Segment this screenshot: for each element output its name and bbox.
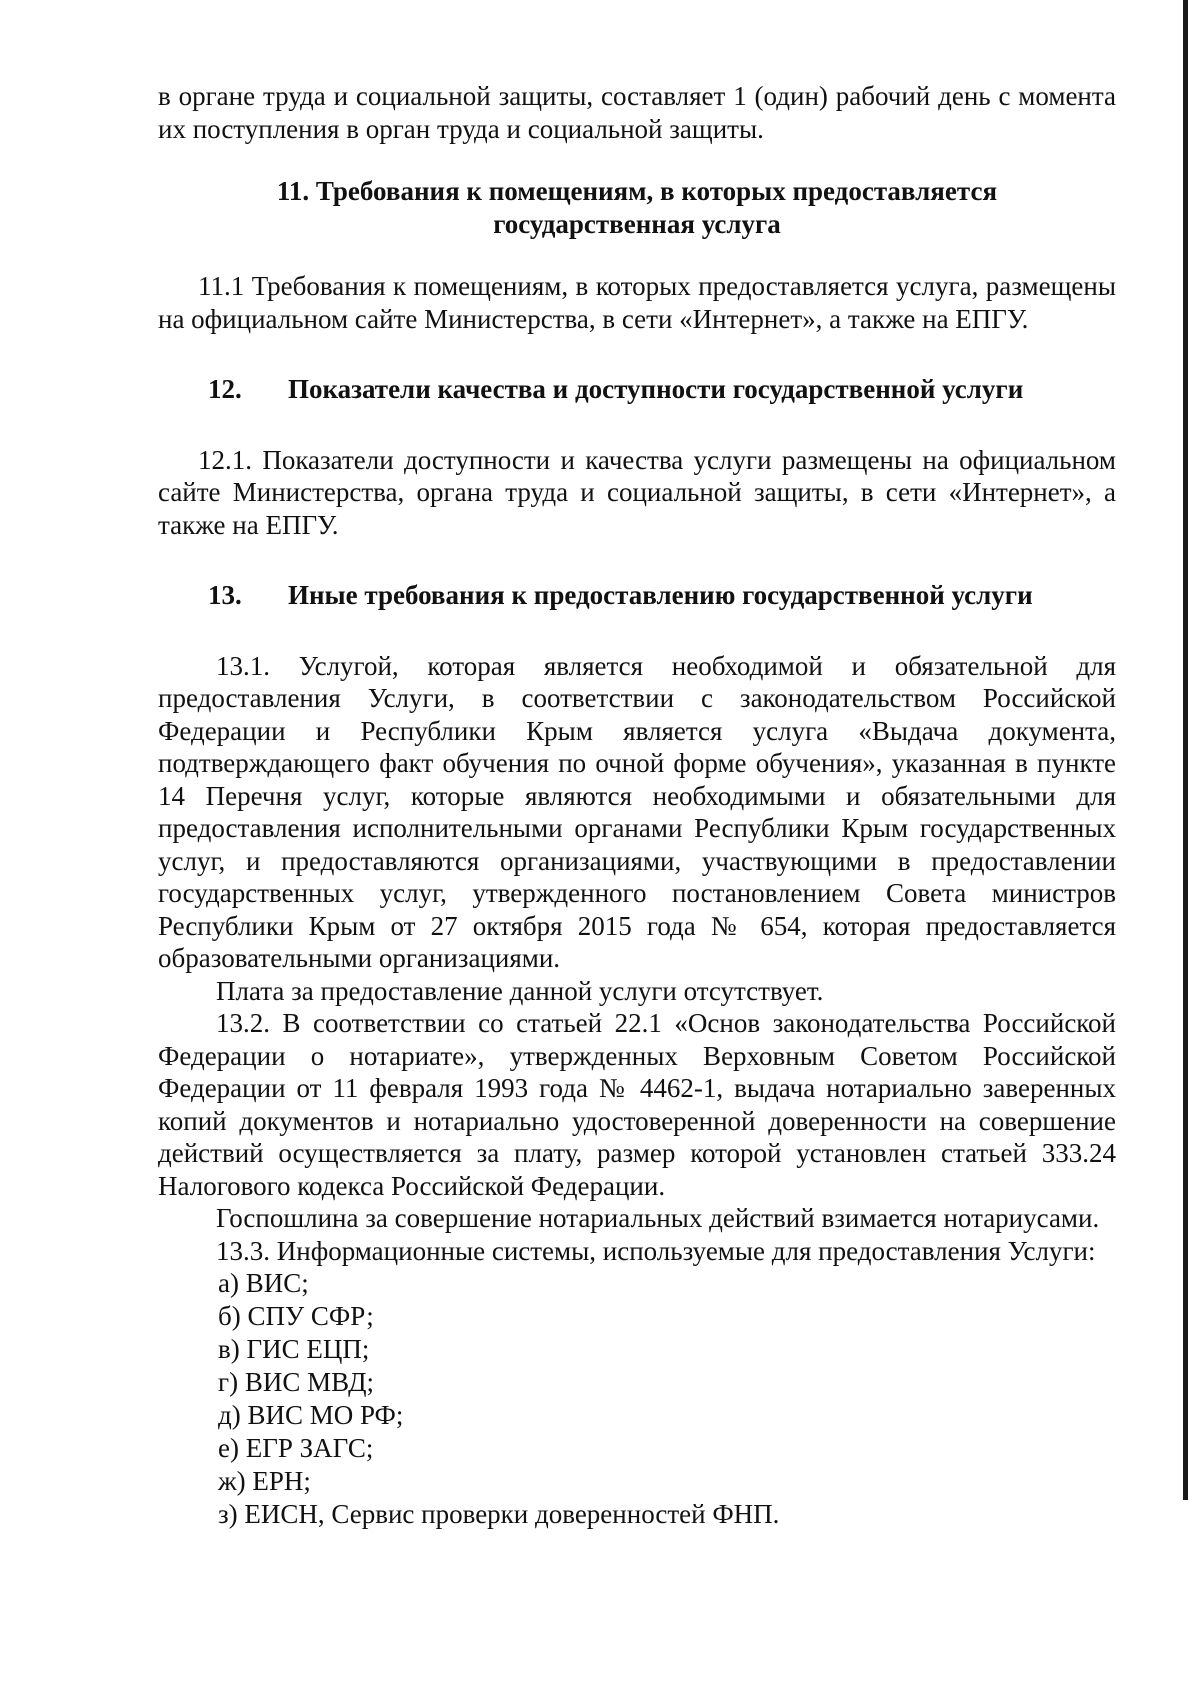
document-page bbox=[158, 80, 1116, 1531]
list-item: з) ЕИСН, Сервис проверки доверенностей ФНП. bbox=[218, 1499, 780, 1529]
section-13-title: Иные требования к предоставлению государственной услуги bbox=[288, 580, 1033, 610]
section-13-paragraph-5: 13.3. Информационные системы, используемые для предоставления Услуги: bbox=[216, 1235, 1096, 1266]
section-13-paragraph-2: Плата за предоставление данной услуги отсутствует. bbox=[216, 975, 824, 1006]
list-item: б) СПУ СФР; bbox=[218, 1301, 374, 1331]
intro-paragraph: в органе труда и социальной защиты, составляет 1 (один) рабочий день с момента их поступления в орган труда и социальной защиты. bbox=[158, 81, 1116, 144]
section-13-number: 13. bbox=[208, 580, 242, 610]
list-item: ж) ЕРН; bbox=[218, 1466, 311, 1496]
scan-edge-line bbox=[1183, 0, 1188, 1500]
section-11-title-line-2: государственная услуга bbox=[493, 208, 781, 239]
section-13-paragraph-3: 13.2. В соответствии со статьей 22.1 «Основ законодательства Российской Федерации о нотариате», утвержденных Верховным Советом Российской Федерации от 11 февраля 1993 года № 4462-1, выдача нотариально заверенных копий документов и нотариально удостоверенной доверенности на совершение действий осуществляется за плату, размер которой установлен статьей 333.24 Налогового кодекса Российской Федерации. bbox=[158, 1008, 1116, 1201]
section-12-number: 12. bbox=[208, 374, 242, 404]
section-13-paragraph-1: 13.1. Услугой, которая является необходимой и обязательной для предоставления Услуги, в соответствии с законодательством Российской Федерации и Республики Крым является услуга «Выдача документа, подтверждающего факт обучения по очной форме обучения», указанная в пункте 14 Перечня услуг, которые являются необходимыми и обязательными для предоставления исполнительными органами Республики Крым государственных услуг, и предоставляются организациями, участвующими в предоставлении государственных услуг, утвержденного постановлением Совета министров Республики Крым от 27 октября 2015 года № 654, которая предоставляется образовательными организациями. bbox=[158, 650, 1116, 973]
section-12-title: Показатели качества и доступности государственной услуги bbox=[288, 374, 1024, 404]
list-item: а) ВИС; bbox=[218, 1268, 309, 1298]
section-12-heading bbox=[158, 373, 1116, 406]
section-11-paragraph-1: 11.1 Требования к помещениям, в которых предоставляется услуга, размещены на официальном сайте Министерства, в сети «Интернет», а также на ЕПГУ. bbox=[158, 271, 1116, 334]
list-item: г) ВИС МВД; bbox=[218, 1367, 374, 1397]
information-systems-list bbox=[158, 1267, 1116, 1531]
list-item: в) ГИС ЕЦП; bbox=[218, 1334, 370, 1364]
list-item: д) ВИС МО РФ; bbox=[218, 1400, 404, 1430]
section-13-heading bbox=[158, 579, 1116, 612]
section-13-paragraph-4: Госпошлина за совершение нотариальных действий взимается нотариусами. bbox=[216, 1203, 1100, 1233]
section-12-paragraph-1: 12.1. Показатели доступности и качества услуги размещены на официальном сайте Министерства, органа труда и социальной защиты, в сети «Интернет», а также на ЕПГУ. bbox=[158, 444, 1116, 540]
section-11-title-line-1: 11. Требования к помещениям, в которых предоставляется bbox=[276, 176, 998, 206]
list-item: е) ЕГР ЗАГС; bbox=[218, 1433, 374, 1463]
